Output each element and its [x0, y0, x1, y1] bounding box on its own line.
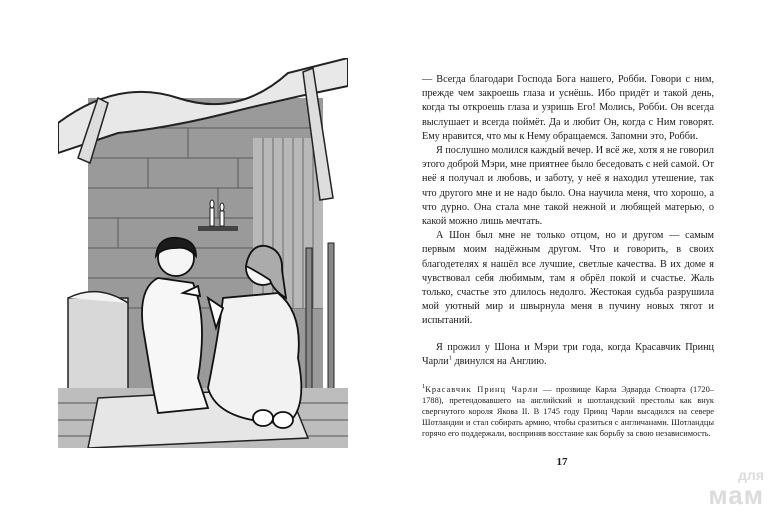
paragraph: А Шон был мне не только отцом, но и другом — самым первым моим надёжным другом. Что и говорить, в своих благодетелях я нашёл все лучшие, светлые качества. В их доме я чувствовал себя любимым, там я обрёл покой и счастье. Жаль только, счастье это длилось недолго. Жестокая судьба разрушила мой уютный мир и швырнула меня в пучину новых тягот и испытаний.: [422, 230, 714, 327]
footnote-ref[interactable]: 1: [448, 354, 452, 362]
paragraph-text: двинулся на Англию.: [451, 355, 547, 367]
illustration: [58, 58, 348, 448]
footnote-mark: 1: [422, 383, 426, 391]
main-text: [422, 73, 714, 369]
watermark-line: мам: [708, 480, 764, 510]
watermark-line: для: [738, 467, 764, 483]
footnote: [422, 384, 714, 439]
paragraph: — Всегда благодари Господа Бога нашего, Робби. Говори с ним, прежде чем закроешь глаза и уснёшь. Ибо придёт и такой день, когда ты откроешь глаза и узришь Его! Молись, Робби. Он всегда выслушает и всегда поймёт. Да и любит Он, когда с Ним говорят. Ему нравится, что мы к Нему обращаемся. Запомни это, Робби.: [422, 74, 714, 142]
watermark: [684, 468, 764, 513]
footnote-term: Красавчик Принц Чарли: [425, 385, 539, 394]
illustration-drawing: [58, 58, 348, 448]
page-number: 17: [556, 456, 568, 468]
paragraph: Я послушно молился каждый вечер. И всё же, хотя я не говорил этого доброй Мэри, мне приятнее было беседовать с ней самой. От неё я получал и любовь, и заботу, у неё я находил утешение, так что другого мне и не надо было. Она научила меня, что хорошо, а что дурно. Она стала мне такой нежной и любящей матерью, о какой можно лишь мечтать.: [422, 145, 715, 228]
paragraph: [422, 341, 714, 369]
footnote-body: — прозвище Карла Эдварда Стюарта (1720–1788), претендовавшего на английский и шотландский престолы как внук свергнутого короля Якова II. В 1745 году Принц Чарли высадился на севере Шотландии и стал собирать армию, чтобы сразиться с англичанами. Шотландцы горячо его поддержали, восприняв восстание как борьбу за свою независимость.: [422, 385, 714, 438]
paragraph-text: Я прожил у Шона и Мэри три года, когда Красавчик Принц Чарли: [422, 341, 714, 367]
